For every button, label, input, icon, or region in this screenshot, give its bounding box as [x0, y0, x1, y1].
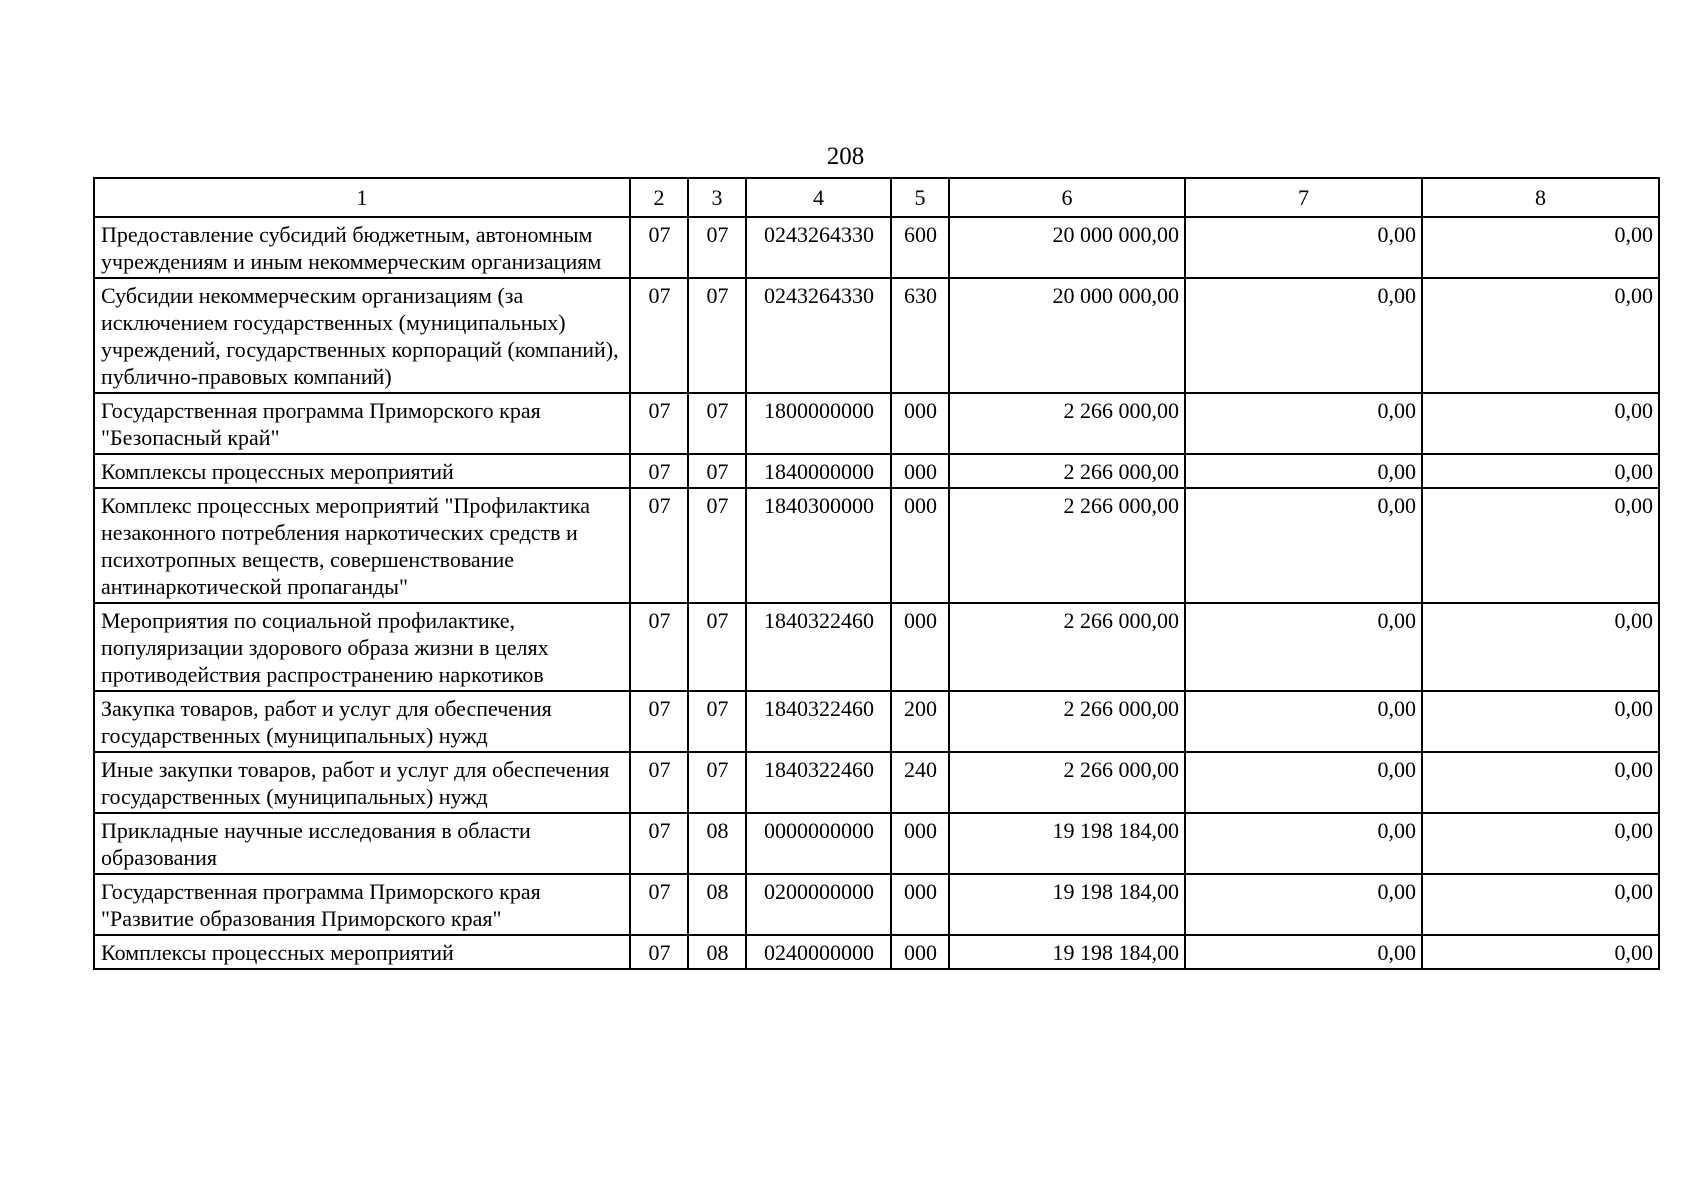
row-name: Мероприятия по социальной профилактике, популяризации здорового образа жизни в целях противодействия распространению наркотиков	[94, 603, 630, 691]
section-code: 07	[630, 874, 688, 935]
row-name: Предоставление субсидий бюджетным, автономным учреждениям и иным некоммерческим организациям	[94, 217, 630, 278]
amount-col-6: 19 198 184,00	[949, 874, 1185, 935]
subsection-code: 07	[688, 217, 746, 278]
amount-col-8: 0,00	[1422, 752, 1659, 813]
budget-table	[93, 177, 1660, 970]
table-row	[94, 278, 1659, 393]
section-code: 07	[630, 752, 688, 813]
section-code: 07	[630, 393, 688, 454]
section-code: 07	[630, 813, 688, 874]
subsection-code: 07	[688, 752, 746, 813]
subsection-code: 07	[688, 454, 746, 488]
amount-col-7: 0,00	[1185, 813, 1422, 874]
table-row	[94, 813, 1659, 874]
target-article-code: 1840300000	[746, 488, 891, 603]
expense-type-code: 200	[891, 691, 949, 752]
expense-type-code: 000	[891, 454, 949, 488]
row-name: Закупка товаров, работ и услуг для обеспечения государственных (муниципальных) нужд	[94, 691, 630, 752]
subsection-code: 07	[688, 278, 746, 393]
expense-type-code: 600	[891, 217, 949, 278]
row-name: Государственная программа Приморского края "Безопасный край"	[94, 393, 630, 454]
amount-col-8: 0,00	[1422, 691, 1659, 752]
table-row	[94, 603, 1659, 691]
header-cell: 3	[688, 178, 746, 217]
amount-col-8: 0,00	[1422, 603, 1659, 691]
table-row	[94, 488, 1659, 603]
row-name: Субсидии некоммерческим организациям (за исключением государственных (муниципальных) учреждений, государственных корпораций (компаний), публично-правовых компаний)	[94, 278, 630, 393]
expense-type-code: 000	[891, 393, 949, 454]
amount-col-8: 0,00	[1422, 217, 1659, 278]
amount-col-7: 0,00	[1185, 935, 1422, 969]
amount-col-7: 0,00	[1185, 603, 1422, 691]
target-article-code: 0243264330	[746, 217, 891, 278]
amount-col-6: 2 266 000,00	[949, 454, 1185, 488]
target-article-code: 0200000000	[746, 874, 891, 935]
target-article-code: 0240000000	[746, 935, 891, 969]
target-article-code: 1840322460	[746, 752, 891, 813]
amount-col-6: 19 198 184,00	[949, 813, 1185, 874]
amount-col-6: 2 266 000,00	[949, 691, 1185, 752]
amount-col-7: 0,00	[1185, 874, 1422, 935]
expense-type-code: 000	[891, 603, 949, 691]
amount-col-8: 0,00	[1422, 935, 1659, 969]
target-article-code: 0243264330	[746, 278, 891, 393]
subsection-code: 07	[688, 488, 746, 603]
amount-col-7: 0,00	[1185, 217, 1422, 278]
table-row	[94, 217, 1659, 278]
subsection-code: 08	[688, 874, 746, 935]
amount-col-7: 0,00	[1185, 691, 1422, 752]
header-cell: 7	[1185, 178, 1422, 217]
header-cell: 8	[1422, 178, 1659, 217]
header-cell: 2	[630, 178, 688, 217]
subsection-code: 08	[688, 935, 746, 969]
target-article-code: 1840322460	[746, 691, 891, 752]
row-name: Прикладные научные исследования в области образования	[94, 813, 630, 874]
amount-col-6: 20 000 000,00	[949, 217, 1185, 278]
target-article-code: 0000000000	[746, 813, 891, 874]
row-name: Комплекс процессных мероприятий "Профилактика незаконного потребления наркотических средств и психотропных веществ, совершенствование антинаркотической пропаганды"	[94, 488, 630, 603]
section-code: 07	[630, 278, 688, 393]
table-row	[94, 393, 1659, 454]
subsection-code: 07	[688, 691, 746, 752]
expense-type-code: 000	[891, 874, 949, 935]
header-cell: 4	[746, 178, 891, 217]
amount-col-8: 0,00	[1422, 278, 1659, 393]
table-row	[94, 691, 1659, 752]
amount-col-6: 2 266 000,00	[949, 603, 1185, 691]
expense-type-code: 000	[891, 935, 949, 969]
expense-type-code: 240	[891, 752, 949, 813]
row-name: Государственная программа Приморского края "Развитие образования Приморского края"	[94, 874, 630, 935]
subsection-code: 07	[688, 603, 746, 691]
target-article-code: 1840322460	[746, 603, 891, 691]
subsection-code: 07	[688, 393, 746, 454]
subsection-code: 08	[688, 813, 746, 874]
header-cell: 1	[94, 178, 630, 217]
section-code: 07	[630, 935, 688, 969]
amount-col-7: 0,00	[1185, 488, 1422, 603]
section-code: 07	[630, 603, 688, 691]
amount-col-6: 2 266 000,00	[949, 393, 1185, 454]
amount-col-7: 0,00	[1185, 393, 1422, 454]
expense-type-code: 630	[891, 278, 949, 393]
row-name: Комплексы процессных мероприятий	[94, 935, 630, 969]
section-code: 07	[630, 217, 688, 278]
amount-col-8: 0,00	[1422, 393, 1659, 454]
amount-col-7: 0,00	[1185, 752, 1422, 813]
amount-col-7: 0,00	[1185, 278, 1422, 393]
table-row	[94, 874, 1659, 935]
expense-type-code: 000	[891, 488, 949, 603]
amount-col-6: 2 266 000,00	[949, 488, 1185, 603]
section-code: 07	[630, 488, 688, 603]
target-article-code: 1800000000	[746, 393, 891, 454]
amount-col-7: 0,00	[1185, 454, 1422, 488]
section-code: 07	[630, 454, 688, 488]
amount-col-6: 2 266 000,00	[949, 752, 1185, 813]
expense-type-code: 000	[891, 813, 949, 874]
header-cell: 5	[891, 178, 949, 217]
section-code: 07	[630, 691, 688, 752]
row-name: Иные закупки товаров, работ и услуг для обеспечения государственных (муниципальных) нужд	[94, 752, 630, 813]
target-article-code: 1840000000	[746, 454, 891, 488]
amount-col-6: 19 198 184,00	[949, 935, 1185, 969]
amount-col-6: 20 000 000,00	[949, 278, 1185, 393]
table-row	[94, 454, 1659, 488]
header-cell: 6	[949, 178, 1185, 217]
table-row	[94, 935, 1659, 969]
amount-col-8: 0,00	[1422, 813, 1659, 874]
amount-col-8: 0,00	[1422, 488, 1659, 603]
row-name: Комплексы процессных мероприятий	[94, 454, 630, 488]
amount-col-8: 0,00	[1422, 454, 1659, 488]
amount-col-8: 0,00	[1422, 874, 1659, 935]
header-row	[94, 178, 1659, 217]
page-number: 208	[826, 143, 865, 170]
table-row	[94, 752, 1659, 813]
